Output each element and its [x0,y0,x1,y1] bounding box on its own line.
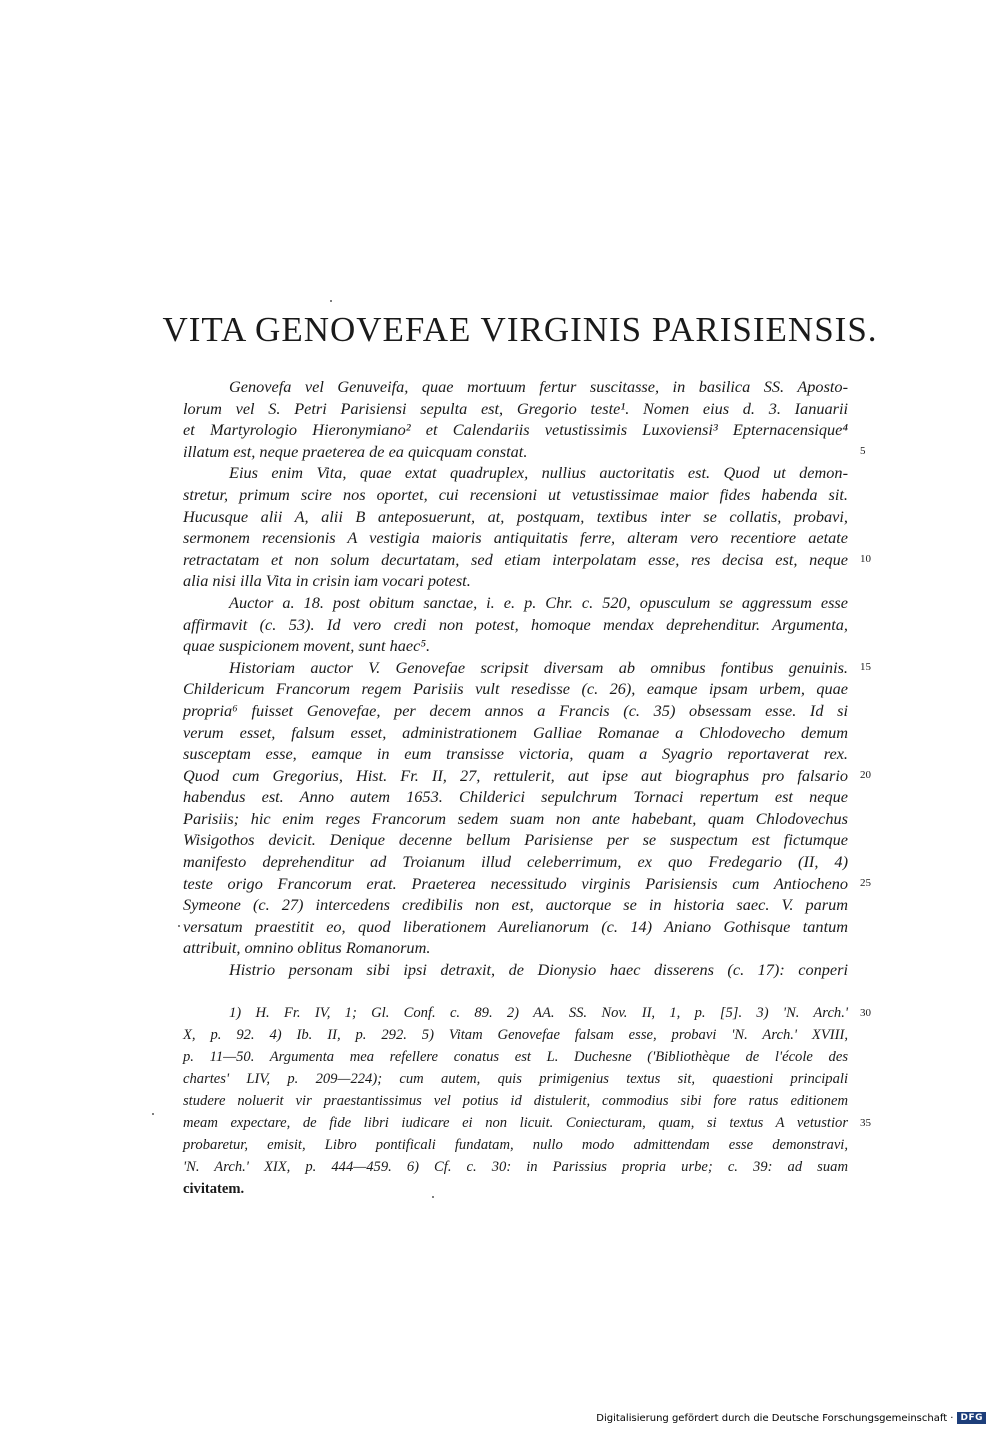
text-line [183,441,866,463]
line-text: Hucusque alii A, alii B anteposuerunt, at, postquam, textibus inter se collatis, probavi, [183,506,848,526]
text-line [183,722,848,744]
text-line [183,700,848,722]
scan-speck [178,925,180,927]
line-text: illatum est, neque praeterea de ea quicquam constat. [183,441,528,461]
line-text: versatum praestitit eo, quod liberationem Aurelianorum (c. 14) Aniano Gothisque tantum [183,916,848,936]
text-line [183,894,848,916]
footnote-line [183,1112,871,1134]
footnote-line [183,1156,848,1178]
line-text: chartes' LIV, p. 209—224); cum autem, quis primigenius textus sit, quaestioni principali [183,1071,848,1087]
line-text: lorum vel S. Petri Parisiensi sepulta est, Gregorio teste¹. Nomen eius d. 3. Ianuarii [183,398,848,418]
line-text: Wisigothos devicit. Denique decenne bellum Parisiense per se suspectum est fictumque [183,830,848,850]
line-text: verum esset, falsum esset, administrationem Galliae Romanae a Chlodovecho demum [183,722,848,742]
line-text: quae suspicionem movent, sunt haec⁵. [183,636,431,656]
text-line [183,959,848,981]
line-text: Childericum Francorum regem Parisiis vult resedisse (c. 26), eamque ipsam urbem, quae [183,679,848,699]
text-line [183,657,871,679]
line-text: Histrio personam sibi ipsi detraxit, de Dionysio haec disserens (c. 17): conperi [229,960,848,980]
text-line [183,462,848,484]
line-text: 'N. Arch.' XIX, p. 444—459. 6) Cf. c. 30: in Parissius propria urbe; c. 39: ad suam [183,1159,848,1175]
line-text: et Martyrologio Hieronymiano² et Calendariis vetustissimis Luxoviensi³ Epternacensique⁴ [183,420,848,440]
text-line [183,916,848,938]
line-text: sermonem recensionis A vestigia maioris antiquitatis ferre, alteram vero recentiore aetate [183,528,848,548]
scan-speck [152,1113,154,1115]
text-line [183,376,848,398]
line-text: 1) H. Fr. IV, 1; Gl. Conf. c. 89. 2) AA. SS. Nov. II, 1, p. [5]. 3) 'N. Arch.' [229,1005,848,1021]
text-line [183,398,848,420]
line-text: Parisiis; hic enim reges Francorum sedem suam non ante habebant, quam Chlodovechus [183,808,848,828]
line-number: 15 [860,660,871,673]
line-text: teste origo Francorum erat. Praeterea necessitudo virginis Parisiensis cum Antiocheno [183,873,848,893]
line-text: Historiam auctor V. Genovefae scripsit diversam ab omnibus fontibus genuinis. [229,657,848,677]
footnote-line [183,1134,848,1156]
text-line [183,937,848,959]
text-line [183,678,848,700]
text-line [183,527,848,549]
text-line [183,419,848,441]
line-text: propria⁶ fuisset Genovefae, per decem annos a Francis (c. 35) obsessam esse. Id si [183,700,848,720]
footnote-line [183,1090,848,1112]
text-line [183,592,848,614]
line-text: attribuit, omnino oblitus Romanorum. [183,938,431,958]
line-number: 10 [860,552,871,565]
line-number: 20 [860,768,871,781]
footnote-line [183,1068,848,1090]
footnote-line [183,1002,871,1024]
line-text: stretur, primum scire nos oportet, cui recensioni ut vetustissimae maior fides habenda sit. [183,484,848,504]
line-text: Quod cum Gregorius, Hist. Fr. II, 27, rettulerit, aut ipse aut biographus pro falsario [183,765,848,785]
line-number: 35 [860,1117,871,1129]
line-text: retractatam et non solum decurtatam, sed etiam interpolatam esse, res decisa est, neque [183,549,848,569]
line-text: affirmavit (c. 53). Id vero credi non potest, homoque mendax deprehenditur. Argumenta, [183,614,848,634]
footnote-line [183,1046,848,1068]
line-text: Auctor a. 18. post obitum sanctae, i. e. p. Chr. c. 520, opusculum se aggressum esse [229,592,848,612]
text-line [183,786,848,808]
line-text: Genovefa vel Genuveifa, quae mortuum fertur suscitasse, in basilica SS. Aposto- [229,377,848,396]
line-text: Symeone (c. 27) intercedens credibilis non est, auctorque se in historia saec. V. parum [183,895,848,915]
text-line [183,549,871,571]
text-line [183,570,848,592]
text-line [183,765,871,787]
text-line [183,851,848,873]
line-text: studere noluerit vir praestantissimus vel potius id distulerit, commodius sibi fore ratus editionem [183,1093,848,1109]
text-line [183,635,848,657]
text-line [183,743,848,765]
line-text: probaretur, emisit, Libro pontificali fundatam, nullo modo admittendam esse demonstravi, [183,1137,848,1153]
footnote-line [183,1024,848,1046]
line-text: manifesto deprehenditur ad Troianum illud celeberrimum, ex quo Fredegario (II, 4) [183,852,848,872]
dfg-logo: DFG [957,1412,986,1424]
line-text: civitatem. [183,1181,245,1197]
text-line [183,808,848,830]
credit-text: Digitalisierung gefördert durch die Deutsche Forschungsgemeinschaft · [596,1412,954,1424]
scan-speck [432,1196,434,1198]
line-text: Eius enim Vita, quae extat quadruplex, nullius auctoritatis est. Quod ut demon- [229,463,848,483]
line-text: habendus est. Anno autem 1653. Childerici sepulchrum Tornaci repertum est neque [183,787,848,807]
line-number: 25 [860,876,871,889]
line-number: 30 [860,1007,871,1019]
text-line [183,873,871,895]
footnote-line [183,1178,848,1200]
scan-speck [330,300,332,302]
line-text: alia nisi illa Vita in crisin iam vocari potest. [183,571,471,591]
line-text: p. 11—50. Argumenta mea refellere conatus est L. Duchesne ('Bibliothèque de l'école des [183,1049,848,1065]
line-text: susceptam esse, eamque in eum transisse victoria, quam a Syagrio reportaverat rex. [183,744,848,764]
text-line [183,614,848,636]
line-number: 5 [860,444,866,457]
line-text: X, p. 92. 4) Ib. II, p. 292. 5) Vitam Genovefae falsam esse, probavi 'N. Arch.' XVIII, [183,1027,848,1043]
main-text [183,376,871,981]
text-line [183,484,848,506]
text-line [183,506,848,528]
digitization-credit [596,1412,986,1424]
text-line [183,829,848,851]
page-title: VITA GENOVEFAE VIRGINIS PARISIENSIS. [162,310,878,349]
footnotes [183,1002,871,1200]
line-text: meam expectare, de fide libri iudicare ei non licuit. Coniecturam, quam, si textus A vetustior [183,1115,848,1131]
